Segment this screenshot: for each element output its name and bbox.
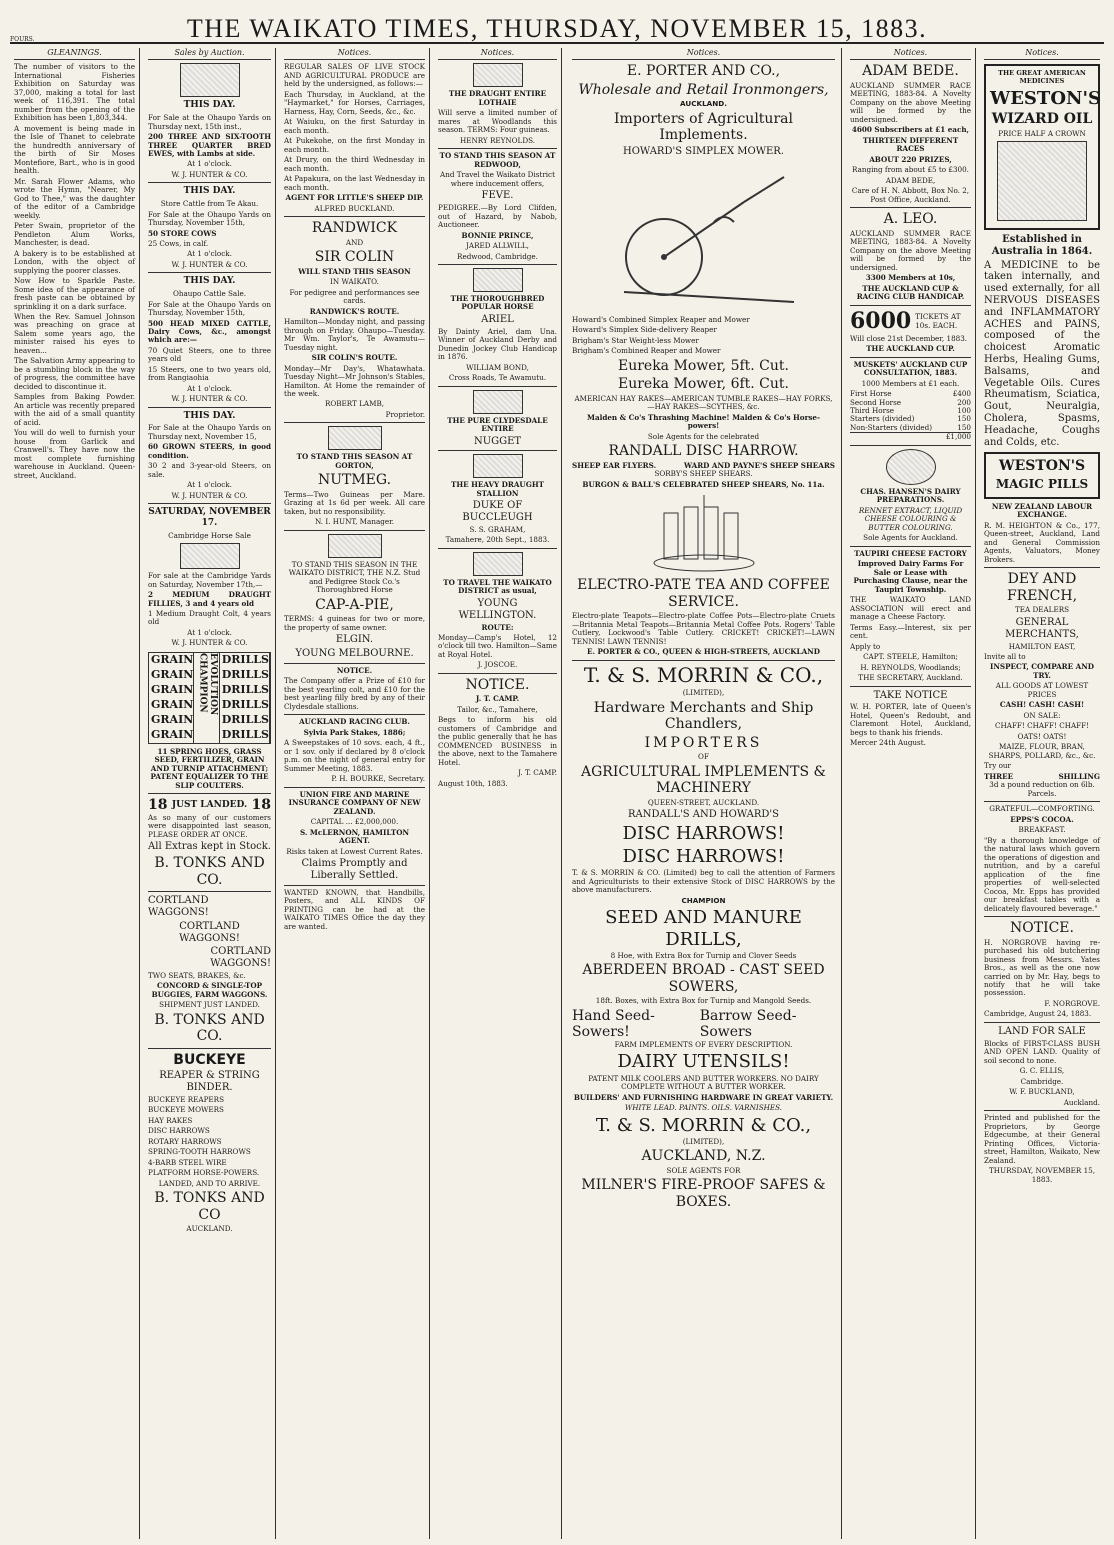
- paragraph: You will do well to furnish your house from Garlick and Cranwell's. They have now the most complete furnishing warehouse in Auckland. Queen-street, Auckland.: [14, 428, 135, 480]
- land-text: Blocks of FIRST-CLASS BUSH AND OPEN LAND. Quality of soil second to none.: [984, 1038, 1100, 1065]
- feve-sub: And Travel the Waikato District where inducement offers,: [440, 170, 555, 188]
- land: LAND FOR SALE: [998, 1025, 1086, 1037]
- sale-line: For sale at the Cambridge Yards on Saturday, November 17th,—: [148, 571, 271, 589]
- column-notices-1: [280, 48, 430, 1539]
- buckland-sub: Auckland.: [1063, 1097, 1100, 1107]
- route-title: SIR COLIN'S ROUTE.: [311, 353, 398, 363]
- camp-text: Begs to inform his old customers of Cambridge and the public generally that he has COMMENCED BUSINESS in the above, next to the Tamahere Hotel.: [438, 715, 557, 767]
- paragraph: The Salvation Army appearing to be a stumbling block in the way of progress, the committee have decided to discontinue it.: [14, 356, 135, 391]
- bourke: P. H. BOURKE, Secretary.: [331, 774, 425, 784]
- notice: NOTICE.: [336, 665, 373, 675]
- landed-arrive: LANDED, AND TO ARRIVE.: [158, 1178, 261, 1188]
- thirteen: THIRTEEN DIFFERENT RACES: [862, 135, 959, 154]
- epps: EPPS'S COCOA.: [1010, 814, 1074, 824]
- take-text: W. H. PORTER, late of Queen's Hotel, Queen's Redoubt, and Claremont Hotel, Auckland, begs to thank his friends.: [850, 702, 971, 737]
- grain-list: GRAIN GRAIN GRAIN GRAIN GRAIN GRAIN: [151, 652, 194, 741]
- porter-sub: Wholesale and Retail Ironmongers,: [578, 81, 829, 98]
- adam-text: AUCKLAND SUMMER RACE MEETING, 1883-84. A Novelty Company on the above Meeting will be formed by the undersigned.: [850, 80, 971, 124]
- ariel-text: By Dainty Ariel, dam Una. Winner of Auckland Derby and Dunedin Jockey Club Handicap in 1876.: [438, 326, 557, 362]
- reynolds: HENRY REYNOLDS.: [459, 135, 536, 145]
- notice-text: The Company offer a Prize of £10 for the best yearling colt, and £10 for the best yearling filly bred by any of their Clydesdale stallions.: [284, 676, 425, 711]
- feve: FEVE.: [481, 190, 514, 202]
- route-title: RANDWICK'S ROUTE.: [309, 306, 400, 316]
- sole: SOLE AGENTS FOR: [666, 1165, 741, 1175]
- subs: 4600 Subscribers at £1 each,: [851, 125, 970, 135]
- queen: QUEEN-STREET, AUCKLAND.: [647, 797, 760, 807]
- graham: S. S. GRAHAM,: [469, 524, 526, 534]
- tonks-name: B. TONKS AND CO.: [154, 1011, 265, 1045]
- champion: CHAMPION: [681, 895, 726, 905]
- capital: CAPITAL ... £2,000,000.: [310, 817, 399, 827]
- columns: [10, 48, 1104, 1539]
- column-porter-morrin: Notices. E. PORTER AND CO., Wholesale and Retail Ironmongers, AUCKLAND. Importers of Agricultural Implements. HOWARD'S SIMPLEX MOWER. Howard's Combined Simplex Reaper and Mower Howard's Simplex Side-delivery Reaper Brigham's Star Weight-less Mower Brigham's Combined Reaper and Mower Eureka Mower, 5ft. Cut. Eureka Mower, 6ft. Cut. AMERICAN HAY RAKES—AMERICAN TUMBLE RAKES—HAY FORKS, —HAY RAKES—SCYTHES, &c. Malden & Co's Thrashing Machine! Malden & Co's Horse-powers! Sole Agents for the celebrated RANDALL DISC HARROW. SHEEP EAR FLYERS. WARD AND PAYNE'S SHEEP SHEARS SORBY'S SHEEP SHEARS. BURGON & BALL'S CELEBRATED SHEEP SHEARS, No. 11a. ELECTRO-PATE TEA AND COFFEE SERVICE. Electro-plate Teapots—Electro-plate Coffee Pots—Electro-plate Cruets—Britannia Metal Teapots—Britannia Metal Coffee Pots. Rogers' Table Cutlery, Lockwood's Table Cutlery. CRICKET! CRICKET!—LAWN TENNIS! LAWN TENNIS! E. PORTER & CO., QUEEN & HIGH-STREETS, AUCKLAND T. & S. MORRIN & CO., (LIMITED), Hardware Merchants and Ship Chandlers, IMPORTERS OF AGRICULTURAL IMPLEMENTS & MACHINERY QUEEN-STREET, AUCKLAND. RANDALL'S AND HOWARD'S DISC HARROWS! DISC HARROWS! T. & S. MORRIN & CO. (Limited) beg to call the attention of Farmers and Agriculturists to their extensive Stock of DISC HARROWS by the above manufacturers. CHAMPION SEED AND MANURE DRILLS, 8 Hoe, with Extra Box for Turnip and Clover Seeds ABERDEEN BROAD - CAST SEED SOWERS, 18ft. Boxes, with Extra Box for Turnip and Mangold Seeds. Hand Seed-Sowers! Barrow Seed-Sowers FARM IMPLEMENTS OF EVERY DESCRIPTION. DAIRY UTENSILS! PATENT MILK COOLERS AND BUTTER WORKERS. NO DAIRY COMPLETE WITHOUT A BUTTER WORKER. BUILDERS' AND FURNISHING HARDWARE IN GREAT VARIETY. WHITE LEAD. PAINTS. OILS. VARNISHES. T. & S. MORRIN & CO., (LIMITED), AUCKLAND, N.Z. SOLE AGENTS FOR MILNER'S FIRE-PROOF SAFES & BOXES.: [566, 48, 842, 1539]
- burgon: BURGON & BALL'S CELEBRATED SHEEP SHEARS, No. 11a.: [582, 479, 825, 489]
- extras: All Extras kept in Stock.: [148, 841, 271, 853]
- milner: MILNER'S FIRE-PROOF SAFES & BOXES.: [581, 1177, 826, 1210]
- farm: FARM IMPLEMENTS OF EVERY DESCRIPTION.: [614, 1039, 793, 1049]
- melbourne: YOUNG MELBOURNE.: [295, 648, 414, 660]
- route: Hamilton—Monday night, and passing through on Friday. Ohaupo—Tuesday. Mr Wm. Taylor's, Te Awamutu—Tuesday night.: [284, 317, 425, 352]
- paragraph: Mr. Sarah Flower Adams, who wrote the Hymn, "Nearer, My God to Thee," was the daughter of the editor of a Cambridge weekly.: [14, 176, 135, 220]
- bede-addr: Care of H. N. Abbott, Box No. 2, Post Office, Auckland.: [851, 186, 970, 204]
- sale-sub: Ohaupo Cattle Sale.: [172, 289, 247, 299]
- paragraph: REGULAR SALES OF LIVE STOCK AND AGRICULTURAL PRODUCE are held by the undersigned, as follows:—: [284, 62, 425, 89]
- sale-line: W. J. HUNTER & CO.: [171, 394, 248, 404]
- leo-members: 3300 Members at 10s,: [865, 273, 956, 283]
- electro-text: Electro-plate Teapots—Electro-plate Coffee Pots—Electro-plate Cruets—Britannia Metal Teapots—Britannia Metal Coffee Pots. Rogers' Table Cutlery, Lockwood's Table Cutlery. CRICKET! CRICKET!—LAWN TENNIS! LAWN TENNIS!: [572, 611, 835, 646]
- sale-title: THIS DAY.: [183, 410, 236, 421]
- steele: CAPT. STEELE, Hamilton;: [863, 652, 958, 662]
- white: WHITE LEAD. PAINTS. OILS. VARNISHES.: [624, 1103, 783, 1113]
- sale-line: At 1 o'clock.: [187, 627, 232, 637]
- apply: Apply to: [850, 641, 881, 651]
- paragraph: At Papakura, on the last Wednesday in each month.: [284, 174, 425, 192]
- hansen: CHAS. HANSEN'S DAIRY PREPARATIONS.: [860, 486, 961, 505]
- paragraph: At Drury, on the third Wednesday in each month.: [284, 155, 425, 173]
- prizes: ABOUT 220 PRIZES,: [869, 154, 952, 164]
- sorby: SORBY'S SHEEP SHEARS.: [654, 469, 753, 479]
- paragraph: Each Thursday, in Auckland, at the "Haymarket," for Horses, Carriages, Harness, Hay, Corn, Seeds, &c., &c.: [284, 89, 425, 116]
- horse-engraving: [180, 543, 240, 569]
- sale-line: For Sale at the Ohaupo Yards on Thursday, November 15th,: [148, 299, 271, 318]
- proprietor: Proprietor.: [385, 409, 425, 419]
- capapie-terms: TERMS: 4 guineas for two or more, the property of same owner.: [284, 614, 425, 632]
- racing: AUCKLAND RACING CLUB.: [299, 717, 410, 727]
- grain-drills-ad: [148, 652, 271, 744]
- sale-sub: Cambridge Horse Sale: [168, 530, 251, 540]
- column-gleanings: [10, 48, 140, 1539]
- buckeye-title: BUCKEYE: [173, 1051, 246, 1068]
- three-shilling: THREE SHILLING: [984, 771, 1100, 781]
- paragraph: A bakery is to be established at London, with the object of supplying the poorer classes.: [14, 248, 135, 275]
- spring-hoes: 11 SPRING HOES, GRASS SEED, FERTILIZER, GRAIN AND TURNIP ATTACHMENT; PATENT EQUALIZER TO THE SLIP COULTERS.: [150, 746, 269, 790]
- shears-row: SHEEP EAR FLYERS. WARD AND PAYNE'S SHEEP SHEARS: [572, 460, 835, 470]
- sale-line: 30 2 and 3-year-old Steers, on sale.: [148, 461, 271, 479]
- cup: THE AUCKLAND CUP & RACING CLUB HANDICAP.: [856, 283, 965, 302]
- ellis-sub: Cambridge.: [1020, 1076, 1064, 1086]
- mclernon: S. McLERNON, HAMILTON AGENT.: [299, 827, 410, 846]
- column-heading: Notices.: [984, 48, 1100, 60]
- lothaie-text: Will serve a limited number of mares at Woodlands this season. TERMS: Four guineas.: [438, 108, 557, 135]
- column-heading: Notices.: [572, 48, 835, 60]
- camp-sign: J. T. CAMP.: [518, 768, 557, 778]
- eureka: Eureka Mower, 6ft. Cut.: [617, 376, 789, 393]
- sale-line: 2 MEDIUM DRAUGHT FILLIES, 3 and 4 years old: [148, 590, 271, 608]
- just-landed: 18 JUST LANDED. 18: [148, 797, 271, 814]
- disc-text: T. & S. MORRIN & CO. (Limited) beg to call the attention of Farmers and Agriculturists to their extensive Stock of DISC HARROWS by the above manufacturers.: [572, 868, 835, 895]
- paragraph: Peter Swain, proprietor of the Pendleton Alum Works, Manchester, is dead.: [14, 221, 135, 248]
- masthead: [10, 6, 1104, 44]
- sale-line: W. J. HUNTER & CO.: [171, 638, 248, 648]
- nugget: NUGGET: [473, 435, 522, 447]
- invite: Invite all to: [984, 651, 1026, 661]
- labour: NEW ZEALAND LABOUR EXCHANGE.: [991, 502, 1093, 520]
- labour-text: R. M. HEIGHTON & Co., 177, Queen-street, Auckland, Land and General Commission Agents, Valuators, Money Brokers.: [984, 520, 1100, 564]
- bonnie: BONNIE PRINCE,: [461, 230, 534, 240]
- general: GENERAL MERCHANTS,: [1005, 616, 1079, 640]
- disc: DISC HARROWS!: [622, 823, 785, 845]
- sale-title: THIS DAY.: [183, 186, 236, 197]
- dairy-sub: PATENT MILK COOLERS AND BUTTER WORKERS. NO DAIRY COMPLETE WITHOUT A BUTTER WORKER.: [588, 1073, 819, 1092]
- morrin: T. & S. MORRIN & CO.,: [595, 1114, 812, 1136]
- capapie-title: TO STAND THIS SEASON IN THE WAIKATO DISTRICT, THE N.Z. Stud and Pedigree Stock Co.'s Thoroughbred Horse: [288, 559, 421, 595]
- elgin: ELGIN.: [335, 634, 374, 646]
- sale-line: For Sale at the Ohaupo Yards on Thursday next, November 15,: [148, 423, 271, 441]
- aberdeen-sub: 18ft. Boxes, with Extra Box for Turnip and Mangold Seeds.: [595, 996, 812, 1006]
- column-heading: GLEANINGS.: [14, 48, 135, 60]
- capapie: CAP-A-PIE,: [315, 596, 394, 613]
- cash: CASH! CASH! CASH!: [999, 700, 1085, 710]
- tonks-name: B. TONKS AND CO: [154, 1190, 265, 1223]
- landed-text: As so many of our customers were disappointed last season, PLEASE ORDER AT ONCE.: [148, 812, 271, 839]
- cup2: THE AUCKLAND CUP.: [866, 344, 955, 354]
- paragraph: When the Rev. Samuel Johnson was preaching on grace at Salem some years ago, the minister raised his eyes to heaven...: [14, 312, 135, 355]
- nutmeg-terms: Terms—Two Guineas per Mare. Grazing at 1s 6d per week. All care taken, but no responsibility.: [284, 489, 425, 516]
- sale-line: For Sale at the Ohaupo Yards on Thursday next, 15th inst.,: [148, 113, 271, 131]
- sale-line: 50 STORE COWS: [148, 228, 217, 238]
- date: THURSDAY, NOVEMBER 15, 1883.: [988, 1166, 1095, 1184]
- agri: AGRICULTURAL IMPLEMENTS & MACHINERY: [580, 763, 826, 797]
- and: AND: [345, 237, 364, 247]
- chaff: CHAFF! CHAFF! CHAFF!: [994, 721, 1090, 731]
- mercer: Mercer 24th August.: [850, 738, 926, 748]
- sale: ON SALE:: [1023, 710, 1061, 720]
- paragraph: At Pukekohe, on the first Monday in each month.: [284, 136, 425, 154]
- horse-engraving: [328, 534, 382, 558]
- waggons-line: CORTLAND WAGGONS!: [210, 946, 271, 970]
- cheese: TAUPIRI CHEESE FACTORY: [854, 548, 967, 558]
- eureka: Eureka Mower, 5ft. Cut.: [617, 357, 789, 374]
- grateful: GRATEFUL—COMFORTING.: [989, 804, 1095, 814]
- limited: (LIMITED),: [682, 1136, 725, 1146]
- seed: SEED AND MANURE DRILLS,: [605, 907, 802, 950]
- wizard-engraving: [997, 141, 1087, 221]
- pound: 3d a pound reduction on 6lb. Parcels.: [989, 780, 1095, 798]
- shipment: SHIPMENT JUST LANDED.: [159, 1000, 260, 1010]
- paragraph: Now How to Sparkle Paste. Some idea of the appearance of fresh paste can be obtained by sprinkling it on a dark surface.: [14, 276, 135, 311]
- hunt: N. I. HUNT, Manager.: [314, 517, 395, 527]
- buckland: W. F. BUCKLAND,: [1009, 1087, 1075, 1097]
- sale-line: 60 GROWN STEERS, in good condition.: [148, 442, 271, 460]
- tickets: 6000 TICKETS AT 10s. EACH.: [850, 307, 961, 334]
- bond: WILLIAM BOND,: [466, 362, 529, 372]
- column-heading: Notices.: [284, 48, 425, 60]
- importers2: IMPORTERS: [644, 734, 763, 751]
- sale-line: W. J. HUNTER & CO.: [171, 259, 248, 269]
- feve-title: TO STAND THIS SEASON AT REDWOOD,: [439, 151, 556, 169]
- inspect: INSPECT, COMPARE AND TRY.: [989, 662, 1095, 680]
- season: WILL STAND THIS SEASON: [298, 266, 411, 276]
- wellington-title: TO TRAVEL THE WAIKATO DISTRICT as usual,: [443, 577, 552, 596]
- horse-engraving: [328, 426, 382, 450]
- tryour: Try our: [984, 761, 1011, 771]
- masthead-left: FOURS.: [10, 36, 35, 43]
- hamilton: HAMILTON EAST,: [1008, 641, 1076, 651]
- malden: Malden & Co's Thrashing Machine! Malden & Co's Horse-powers!: [586, 412, 820, 431]
- sale-line: 1 Medium Draught Colt, 4 years old: [148, 608, 271, 627]
- sale-title: THIS DAY.: [183, 100, 236, 111]
- tonks-name: B. TONKS AND CO.: [154, 855, 265, 888]
- sale-title: THIS DAY.: [183, 276, 236, 287]
- sale-line: 15 Steers, one to two years old, from Rangiaohia: [148, 364, 271, 383]
- randall: RANDALL DISC HARROW.: [608, 443, 799, 460]
- electro: ELECTRO-PATE TEA AND COFFEE SERVICE.: [577, 577, 830, 610]
- porter: E. PORTER AND CO.,: [626, 63, 781, 80]
- route: ROUTE:: [481, 622, 514, 632]
- norgrove-text: H. NORGROVE having re-purchased his old butchering business from Messrs. Yates Bros., as well as the one now carried on by Mr. Hay, begs to notify that he will take possession.: [984, 937, 1100, 998]
- cruet-engraving: [644, 493, 764, 573]
- graham-sub: Tamahere, 20th Sept., 1883.: [445, 535, 550, 545]
- route-text: Monday—Camp's Hotel, 12 o'clock till two. Hamilton—Same at Royal Hotel.: [438, 633, 557, 659]
- limited: (LIMITED),: [682, 688, 725, 698]
- importers: Importers of Agricultural Implements.: [614, 110, 793, 144]
- waggons-line: CORTLAND WAGGONS!: [148, 895, 209, 918]
- sale-line: 500 HEAD MIXED CATTLE, Dairy Cows, &c., amongst which are:—: [148, 318, 271, 345]
- camp: J. T. CAMP.: [475, 694, 520, 704]
- column-notices-2: [434, 48, 562, 1539]
- trademark-emblem: [886, 449, 936, 485]
- camp-sub: Tailor, &c., Tamahere,: [457, 704, 538, 714]
- medicine: A MEDICINE to be taken internally, and used externally, for all NERVOUS DISEASES and INFLAMMATORY ACHES and PAINS, composed of the choicest Aromatic Herbs, Healing Gums, Balsams, and Vegetable Oils. Cures Rheumatism, Sciatica, Gout, Neuralgia, Cholera, Spasms, Headache, Coughs and Colds, etc.: [984, 259, 1100, 448]
- seed-sub: 8 Hoe, with Extra Box for Turnip and Clover Seeds: [610, 950, 797, 960]
- column-heading: Sales by Auction.: [148, 48, 271, 60]
- epps-text: "By a thorough knowledge of the natural laws which govern the operations of digestion and nutrition, and by a careful application of the fine properties of well-selected Cocoa, Mr. Epps has provided our breakfast tables with a delicately flavoured beverage.": [984, 835, 1100, 913]
- sale-line: At 1 o'clock.: [187, 383, 232, 393]
- woodlands: H. REYNOLDS, Woodlands;: [860, 662, 961, 672]
- column-heading: Notices.: [438, 48, 557, 60]
- mower-engraving: [604, 162, 804, 312]
- joscoe: J. JOSCOE.: [477, 660, 518, 670]
- nutmeg: NUTMEG.: [317, 472, 392, 489]
- union: UNION FIRE AND MARINE INSURANCE COMPANY OF NEW ZEALAND.: [288, 789, 421, 816]
- horse-engraving: [473, 268, 523, 292]
- goods: ALL GOODS AT LOWEST PRICES: [995, 681, 1089, 699]
- lothaie-title: THE DRAUGHT ENTIRE LOTHAIE: [448, 89, 547, 107]
- breakfast: BREAKFAST.: [1018, 825, 1066, 835]
- waikato-land: THE WAIKATO LAND ASSOCIATION will erect and manage a Cheese Factory.: [850, 595, 971, 622]
- evolution-champion: EVOLUTION CHAMPION: [194, 653, 219, 743]
- barker: Sole Agents for Auckland.: [863, 533, 958, 543]
- mower: HOWARD'S SIMPLEX MOWER.: [623, 145, 784, 157]
- sale-line: At 1 o'clock.: [187, 159, 232, 169]
- printed: Printed and published for the Proprietors, by George Edgecumbe, at their General Printing Offices, Victoria-street, Hamilton, Waikato, New Zealand.: [984, 1113, 1100, 1165]
- ariel: ARIEL: [481, 313, 514, 325]
- horse-engraving: [473, 552, 523, 576]
- builders: BUILDERS' AND FURNISHING HARDWARE IN GREAT VARIETY.: [573, 1092, 834, 1102]
- paragraph: The number of visitors to the International Fisheries Exhibition on Saturday was 37,000, making a total for last week of 116,391. The total number from the opening of the Exhibition has been 1,803,344.: [14, 62, 135, 123]
- allwill: JARED ALLWILL,: [466, 241, 529, 251]
- allwill-sub: Redwood, Cambridge.: [457, 251, 538, 261]
- ellis: G. C. ELLIS,: [1019, 1066, 1065, 1076]
- paragraph: At Waiuku, on the first Saturday in each month.: [284, 117, 425, 135]
- dey: DEY AND FRENCH,: [1006, 571, 1078, 604]
- ariel-title: THE THOROUGHBRED POPULAR HORSE: [450, 293, 545, 312]
- adam: ADAM BEDE.: [862, 63, 959, 80]
- agent: AGENT FOR LITTLE'S SHEEP DIP.: [285, 193, 424, 203]
- prize-table: First Horse £400 Second Horse 200 Third Horse 100 Starters (divided) 150 Non-Starters (divided) 150 £1,000: [850, 389, 971, 442]
- column-sales: Sales by Auction. THIS DAY. For Sale at the Ohaupo Yards on Thursday next, 15th inst., 200 THREE AND SIX-TOOTH THREE QUARTER BRED EWES, with Lambs at side. At 1 o'clock. W. J. HUNTER & CO. THIS DAY. Store Cattle from Te Akau. For Sale at the Ohaupo Yards on Thursday, November 15th, 50 STORE COWS 25 Cows, in calf. At 1 o'clock. W. J. HUNTER & CO. THIS DAY. Ohaupo Cattle Sale. For Sale at the Ohaupo Yards on Thursday, November 15th, 500 HEAD MIXED CATTLE, Dairy Cows, &c., amongst which are:— 70 Quiet Steers, one to three years old 15 Steers, one to two years old, from Rangiaohia At 1 o'clock. W. J. HUNTER & CO. THIS DAY. For Sale at the Ohaupo Yards on Thursday next, November 15, 60 GROWN STEERS, in good condition. 30 2 and 3-year-old Steers, on sale. At 1 o'clock. W. J. HUNTER & CO. SATURDAY, NOVEMBER 17. Cambridge Horse Sale For sale at the Cambridge Yards on Saturday, November 17th,— 2 MEDIUM DRAUGHT FILLIES, 3 and 4 years old 1 Medium Draught Colt, 4 years old At 1 o'clock. W. J. HUNTER & CO. GRAIN GRAIN GRAIN GRAIN GRAIN GRAIN EVOLUTION CHAMPION DRILLS DRILLS DRILLS DRILLS DRILLS DRILLS 11 SPRING HOES, GRASS SEED, FERTILIZER, GRAIN AND TURNIP ATTACHMENT; PATENT EQUALIZER TO THE SLIP COULTERS. 18 JUST LANDED. 18 As so many of our customers were disappointed last season, PLEASE ORDER AT ONCE. All Extras kept in Stock. B. TONKS AND CO. CORTLAND WAGGONS! CORTLAND WAGGONS! CORTLAND WAGGONS! TWO SEATS, BRAKES, &c. CONCORD & SINGLE-TOP BUGGIES, FARM WAGGONS. SHIPMENT JUST LANDED. B. TONKS AND CO. BUCKEYE REAPER & STRING BINDER. BUCKEYE REAPERS BUCKEYE MOWERS HAY RAKES DISC HARROWS ROTARY HARROWS SPRING-TOOTH HARROWS 4-BARB STEEL WIRE PLATFORM HORSE-POWERS. LANDED, AND TO ARRIVE. B. TONKS AND CO AUCKLAND.: [144, 48, 276, 1539]
- sowers-row: Hand Seed-Sowers! Barrow Seed-Sowers: [572, 1007, 797, 1041]
- norgrove: F. NORGROVE.: [1044, 998, 1100, 1008]
- randall2: RANDALL'S AND HOWARD'S: [627, 809, 780, 821]
- dairy: DAIRY UTENSILS!: [617, 1051, 790, 1073]
- sale-sub: Store Cattle from Te Akau.: [160, 199, 259, 209]
- leo: A. LEO.: [883, 211, 938, 228]
- sir-colin: SIR COLIN: [314, 249, 395, 266]
- notice: NOTICE.: [1010, 920, 1074, 937]
- members: 1000 Members at £1 each.: [861, 378, 960, 388]
- claims: Claims Promptly and Liberally Settled.: [301, 858, 408, 881]
- morrin: T. & S. MORRIN & CO.,: [583, 662, 824, 687]
- horse-engraving: [473, 63, 523, 87]
- terms: Terms Easy.—Interest, six per cent.: [850, 622, 971, 641]
- gorton-title: TO STAND THIS SEASON AT GORTON,: [296, 452, 413, 470]
- wanted: WANTED KNOWN, that Handbills, Posters, and ALL KINDS OF PRINTING can be had at the WAIKATO TIMES Office the day they are wanted.: [284, 887, 425, 931]
- sale-line: 70 Quiet Steers, one to three years old: [148, 345, 271, 364]
- sale-line: W. J. HUNTER & CO.: [171, 490, 248, 500]
- racing-text: A Sweepstakes of 10 sovs. each, 4 ft., or 1 sov. only if declared by 8 o'clock p.m. on the night of general entry for Summer Meeting, 1883.: [284, 738, 425, 773]
- route: Monday—Mr Day's, Whatawhata. Tuesday Night—Mr Johnson's Stables, Hamilton. At Home the remainder of the week.: [284, 363, 425, 398]
- aberdeen: ABERDEEN BROAD - CAST SEED SOWERS,: [582, 962, 825, 995]
- address: E. PORTER & CO., QUEEN & HIGH-STREETS, AUCKLAND: [587, 647, 820, 657]
- secretary: THE SECRETARY, Auckland.: [858, 673, 963, 683]
- sale-line: For Sale at the Ohaupo Yards on Thursday, November 15th,: [148, 209, 271, 228]
- binder-title: REAPER & STRING BINDER.: [159, 1070, 260, 1094]
- cheese-text: Improved Dairy Farms For Sale or Lease with Purchasing Clause, near the Taupiri Township.: [853, 559, 968, 594]
- horse-engraving: [473, 454, 523, 478]
- sale-line: At 1 o'clock.: [187, 480, 232, 490]
- horse-engraving: [473, 390, 523, 414]
- magic-pills-badge: WESTON'S MAGIC PILLS: [984, 452, 1100, 499]
- drills-list: DRILLS DRILLS DRILLS DRILLS DRILLS DRILLS: [221, 652, 269, 741]
- camp-date: August 10th, 1883.: [438, 778, 508, 788]
- sale-line: At 1 o'clock.: [187, 249, 232, 259]
- column-notices-3: [846, 48, 976, 1539]
- disc: DISC HARROWS!: [622, 846, 785, 868]
- waggons-sub: TWO SEATS, BRAKES, &c.: [148, 970, 246, 980]
- sale-line: 25 Cows, in calf.: [148, 238, 209, 248]
- column-heading: Notices.: [850, 48, 971, 60]
- westons-badge: THE GREAT AMERICAN MEDICINES WESTON'S WIZARD OIL PRICE HALF A CROWN: [984, 64, 1100, 230]
- rennet: RENNET EXTRACT, LIQUID CHEESE COLOURING & BUTTER COLOURING.: [858, 505, 963, 532]
- paragraph: A movement is being made in the Isle of Thanet to celebrate the hundredth anniversary of the birth of Sir Moses Montefiore, Bart., who is in good health.: [14, 123, 135, 176]
- prizes-sub: Ranging from about £5 to £300.: [852, 165, 969, 175]
- oats: OATS! OATS!: [1017, 731, 1067, 741]
- randall-sub: Sole Agents for the celebrated: [647, 431, 760, 441]
- maize: MAIZE, FLOUR, BRAN, SHARPS, POLLARD, &c., &c.: [988, 742, 1096, 760]
- masthead-title: THE WAIKATO TIMES, THURSDAY, NOVEMBER 15, 1883.: [186, 14, 928, 43]
- bond-sub: Cross Roads, Te Awamutu.: [448, 373, 547, 383]
- lamb: ROBERT LAMB,: [324, 399, 385, 409]
- of: OF: [698, 752, 709, 762]
- buggies: CONCORD & SINGLE-TOP BUGGIES, FARM WAGGONS.: [151, 981, 268, 999]
- feve-text: PEDIGREE.—By Lord Clifden, out of Hazard, by Nabob, Auctioneer.: [438, 203, 557, 230]
- norgrove-date: Cambridge, August 24, 1883.: [984, 1009, 1092, 1019]
- randwick: RANDWICK: [311, 220, 398, 237]
- pedigree: For pedigree and performances see cards.: [289, 287, 420, 306]
- waikato: IN WAIKATO.: [330, 277, 379, 287]
- buccleugh-title: THE HEAVY DRAUGHT STALLION: [451, 480, 544, 498]
- sale-line: 200 THREE AND SIX-TOOTH THREE QUARTER BRED EWES, with Lambs at side.: [148, 132, 271, 158]
- buccleugh: DUKE OF BUCCLEUGH: [462, 500, 533, 524]
- auckland: AUCKLAND.: [186, 1224, 233, 1234]
- rakes: AMERICAN HAY RAKES—AMERICAN TUMBLE RAKES—HAY FORKS, —HAY RAKES—SCYTHES, &c.: [574, 393, 833, 412]
- waggons-line: CORTLAND WAGGONS!: [179, 920, 240, 944]
- buckland: ALFRED BUCKLAND.: [314, 203, 395, 213]
- hardware: Hardware Merchants and Ship Chandlers,: [593, 699, 814, 733]
- paragraph: Samples from Baking Powder. An article was recently prepared with the aid of a small quantity of acid.: [14, 392, 135, 427]
- established: Established in Australia in 1864.: [991, 233, 1093, 257]
- wellington: YOUNG WELLINGTON.: [458, 597, 537, 621]
- tea: TEA DEALERS: [1014, 605, 1070, 615]
- auckland: AUCKLAND, N.Z.: [641, 1148, 766, 1165]
- bede-sign: ADAM BEDE,: [885, 175, 936, 185]
- risks: Risks taken at Lowest Current Rates.: [286, 846, 423, 856]
- auckland: AUCKLAND.: [680, 99, 727, 109]
- notice: NOTICE.: [465, 676, 530, 693]
- nugget-title: THE PURE CLYDESDALE ENTIRE: [447, 415, 548, 434]
- take: TAKE NOTICE: [873, 689, 948, 701]
- sale-line: W. J. HUNTER & CO.: [171, 169, 248, 179]
- muskets: MUSKETS' AUCKLAND CUP CONSULTATION, 1883.: [853, 359, 968, 378]
- racing-sub: Sylvia Park Stakes, 1886;: [303, 727, 406, 737]
- close: Will close 21st December, 1883.: [850, 333, 968, 343]
- leo-text: AUCKLAND SUMMER RACE MEETING, 1883-84. A Novelty Company on the above Meeting will be formed by the undersigned.: [850, 228, 971, 272]
- sheep-engraving: [180, 63, 240, 97]
- sale-title: SATURDAY, NOVEMBER 17.: [148, 507, 271, 528]
- column-notices-4: [980, 48, 1104, 1539]
